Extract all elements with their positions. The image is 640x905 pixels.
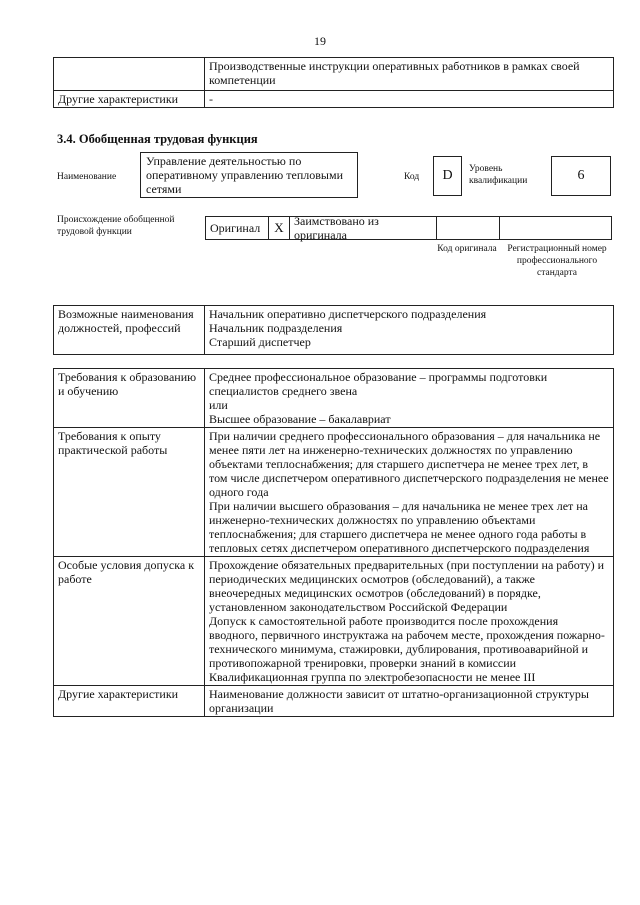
text-line: или xyxy=(209,398,228,412)
list-item: Начальник оперативно диспетчерского подразделения xyxy=(209,307,487,321)
original-label: Оригинал xyxy=(205,216,269,240)
code-original-box xyxy=(436,216,500,240)
level-value-box: 6 xyxy=(551,156,611,196)
top-table xyxy=(53,57,614,108)
text-line: Среднее профессиональное образование – программы подготовки специалистов среднего звена xyxy=(209,370,548,398)
reg-number-box xyxy=(499,216,612,240)
text-line: При наличии высшего образования – для начальника не менее трех лет на инженерно-технических должностях по управлению объектами теплоснабжения; для старшего диспетчера не менее одного года работы в тепловых сетях диспетчером оперативного диспетчерского подразделения xyxy=(209,499,590,555)
table-row xyxy=(54,306,614,355)
code-value-box: D xyxy=(433,156,462,196)
table-cell-value: Производственные инструкции оперативных работников в рамках своей компетенции xyxy=(205,58,614,91)
table-cell-value xyxy=(205,428,614,557)
positions-list xyxy=(205,306,614,355)
text-line: Квалификационная группа по электробезопасности не менее III xyxy=(209,670,536,684)
list-item: Начальник подразделения xyxy=(209,321,343,335)
text-line: При наличии среднего профессионального образования – для начальника не менее пяти лет на инженерно-технических должностях по управлению объектами теплоснабжения; для старшего диспетчера не менее трех лет, в том числе диспетчером оперативного диспетчерского подразделения не менее одного года xyxy=(209,429,609,499)
original-mark: X xyxy=(268,216,290,240)
table-row xyxy=(54,428,614,557)
page-number: 19 xyxy=(314,34,326,48)
text-line: Наименование должности зависит от штатно-организационной структуры организации xyxy=(209,687,589,715)
table-cell-label: Другие характеристики xyxy=(54,91,205,108)
table-cell-value xyxy=(205,686,614,717)
reg-number-caption: Регистрационный номер профессионального стандарта xyxy=(507,244,607,278)
name-label: Наименование xyxy=(57,172,117,182)
text-line: Допуск к самостоятельной работе производится после прохождения вводного, первичного инструктажа на рабочем месте, прохождения пожарно-технического минимума, стажировки, дублирования, противоаварийной и противопожарной тренировки, проверки знаний в комиссии xyxy=(209,614,605,670)
table-cell-label: Требования к образованию и обучению xyxy=(54,369,205,428)
table-cell-label: Требования к опыту практической работы xyxy=(54,428,205,557)
text-line: Высшее образование – бакалавриат xyxy=(209,412,391,426)
list-item: Старший диспетчер xyxy=(209,335,311,349)
positions-table xyxy=(53,305,614,355)
table-row xyxy=(54,58,614,91)
table-cell-label: Другие характеристики xyxy=(54,686,205,717)
table-row xyxy=(54,91,614,108)
level-label: Уровень квалификации xyxy=(469,164,528,186)
table-cell-label xyxy=(54,58,205,91)
table-row xyxy=(54,686,614,717)
table-cell-label: Особые условия допуска к работе xyxy=(54,557,205,686)
table-row xyxy=(54,369,614,428)
borrowed-label: Заимствовано из оригинала xyxy=(289,216,437,240)
text-line: Прохождение обязательных предварительных (при поступлении на работу) и периодических медицинских осмотров (обследований), а также внеочередных медицинских осмотров (обследований) в порядке, установленном законодательством Российской Федерации xyxy=(209,558,605,614)
table-cell-value xyxy=(205,557,614,686)
origin-label: Происхождение обобщенной трудовой функции xyxy=(57,215,175,237)
section-title: 3.4. Обобщенная трудовая функция xyxy=(57,132,258,146)
table-cell-value xyxy=(205,369,614,428)
requirements-table xyxy=(53,368,614,717)
table-cell-value: - xyxy=(205,91,614,108)
code-original-caption: Код оригинала xyxy=(437,244,497,254)
table-row xyxy=(54,557,614,686)
positions-label: Возможные наименования должностей, профессий xyxy=(54,306,205,355)
function-name-box: Управление деятельностью по оперативному управлению тепловыми сетями xyxy=(140,152,358,198)
code-label: Код xyxy=(404,172,420,182)
